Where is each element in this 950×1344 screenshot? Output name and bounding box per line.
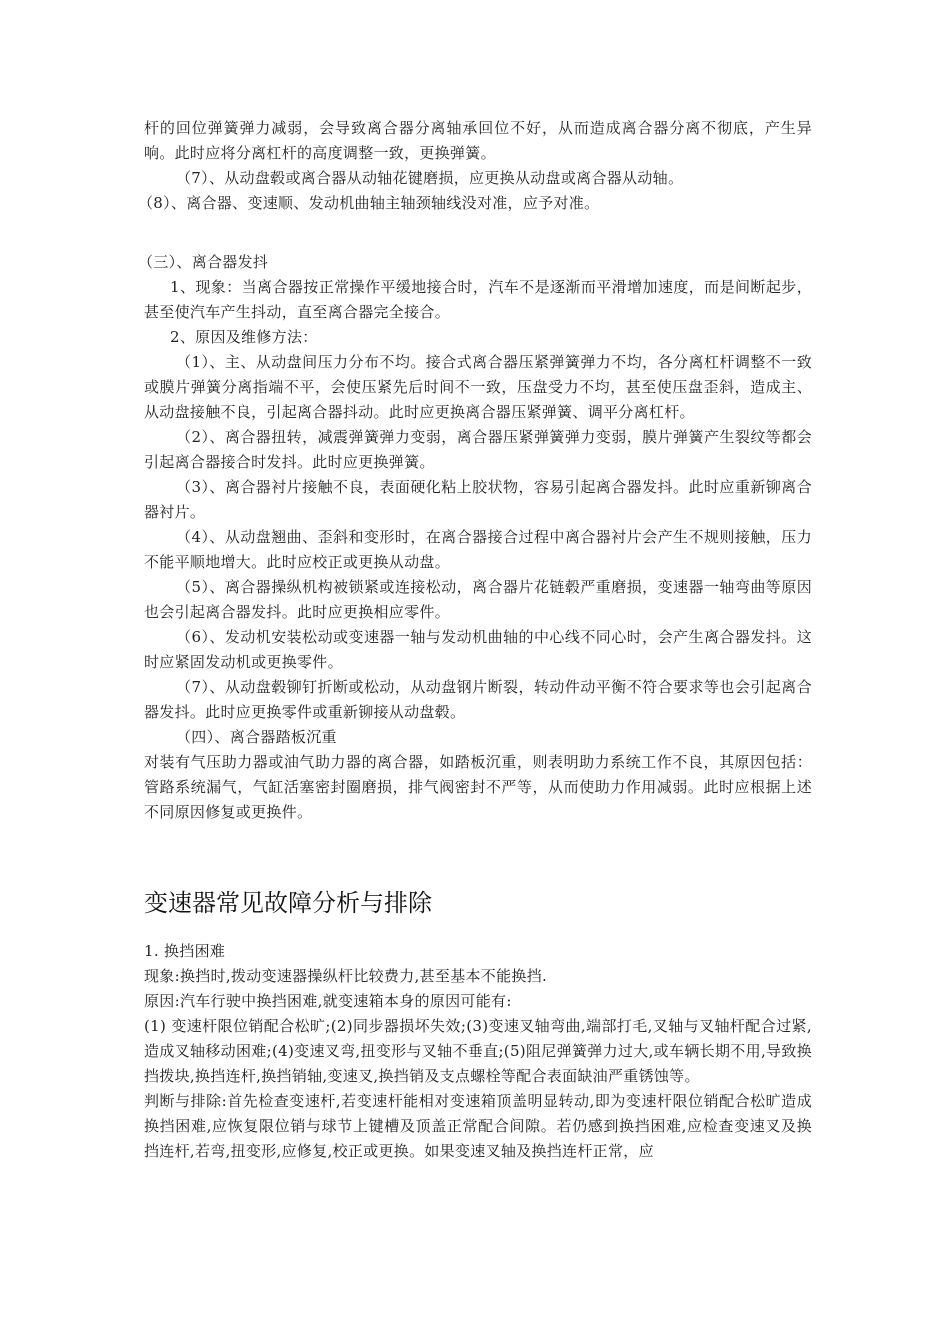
paragraph: （7）、从动盘毂铆钉折断或松动，从动盘钢片断裂，转动件动平衡不符合要求等也会引起离合器发抖。此时应更换零件或重新铆接从动盘毂。 [144,678,812,721]
paragraph: 2、原因及维修方法： [170,328,318,346]
document-page [138,116,812,1164]
paragraph: 原因:汽车行驶中换挡困难,就变速箱本身的原因可能有: [144,992,512,1010]
paragraph: （5）、离合器操纵机构被锁紧或连接松动，离合器片花链毂严重磨损，变速器一轴弯曲等原因也会引起离合器发抖。此时应更换相应零件。 [144,578,812,621]
paragraph: 杆的回位弹簧弹力减弱，会导致离合器分离轴承回位不好，从而造成离合器分离不彻底，产生异响。此时应将分离杠杆的高度调整一致，更换弹簧。 [144,119,812,162]
paragraph: （4）、从动盘翘曲、歪斜和变形时，在离合器接合过程中离合器衬片会产生不规则接触，压力不能平顺地增大。此时应校正或更换从动盘。 [144,528,812,571]
list-item-title: 1. 换挡困难 [144,942,226,960]
paragraph: (1) 变速杆限位销配合松旷;(2)同步器损坏失效;(3)变速叉轴弯曲,端部打毛,叉轴与叉轴杆配合过紧,造成叉轴移动困难;(4)变速叉弯,扭变形与叉轴不垂直;(5)阻尼弹簧弹力过大,或车辆长期不用,导致换挡拨块,换挡连杆,换挡销轴,变速叉,换挡销及支点螺栓等配合表面缺油严重锈蚀等。 [144,1017,812,1085]
spacer [144,825,812,885]
paragraph: 对装有气压助力器或油气助力器的离合器，如踏板沉重，则表明助力系统工作不良，其原因包括：管路系统漏气，气缸活塞密封圈磨损，排气阀密封不严等，从而使助力作用减弱。此时应根据上述不同原因修复或更换件。 [144,753,812,821]
paragraph: （7）、从动盘毂或离合器从动轴花键磨损，应更换从动盘或离合器从动轴。 [176,169,684,187]
paragraph: （8）、离合器、变速顺、发动机曲轴主轴颈轴线没对准，应予对准。 [138,194,600,212]
paragraph: （3）、离合器衬片接触不良，表面硬化粘上胶状物，容易引起离合器发抖。此时应重新铆离合器衬片。 [144,478,812,521]
paragraph: （6）、发动机安装松动或变速器一轴与发动机曲轴的中心线不同心时，会产生离合器发抖。这时应紧固发动机或更换零件。 [144,628,812,671]
paragraph: （1）、主、从动盘间压力分布不均。接合式离合器压紧弹簧弹力不均，各分离杠杆调整不一致或膜片弹簧分离指端不平，会使压紧先后时间不一致，压盘受力不均，甚至使压盘歪斜，造成主、从动盘接触不良，引起离合器抖动。此时应更换离合器压紧弹簧、调平分离杠杆。 [144,353,812,421]
paragraph: 1、现象：当离合器按正常操作平缓地接合时，汽车不是逐渐而平滑增加速度，而是间断起步，甚至使汽车产生抖动，直至离合器完全接合。 [144,278,812,321]
paragraph: 判断与排除:首先检查变速杆,若变速杆能相对变速箱顶盖明显转动,即为变速杆限位销配合松旷造成换挡困难,应恢复限位销与球节上键槽及顶盖正常配合间隙。若仍感到换挡困难,应检查变速叉及换挡连杆,若弯,扭变形,应修复,校正或更换。如果变速叉轴及换挡连杆正常，应 [144,1092,812,1160]
section-heading: （四）、离合器踏板沉重 [176,728,337,746]
spacer [144,216,812,250]
paragraph: 现象:换挡时,拨动变速器操纵杆比较费力,甚至基本不能换挡. [144,967,548,985]
paragraph: （2）、离合器扭转，减震弹簧弹力变弱，离合器压紧弹簧弹力变弱，膜片弹簧产生裂纹等都会引起离合器接合时发抖。此时应更换弹簧。 [144,428,812,471]
section-heading: （三）、离合器发抖 [138,253,269,271]
page-title: 变速器常见故障分析与排除 [144,889,432,917]
